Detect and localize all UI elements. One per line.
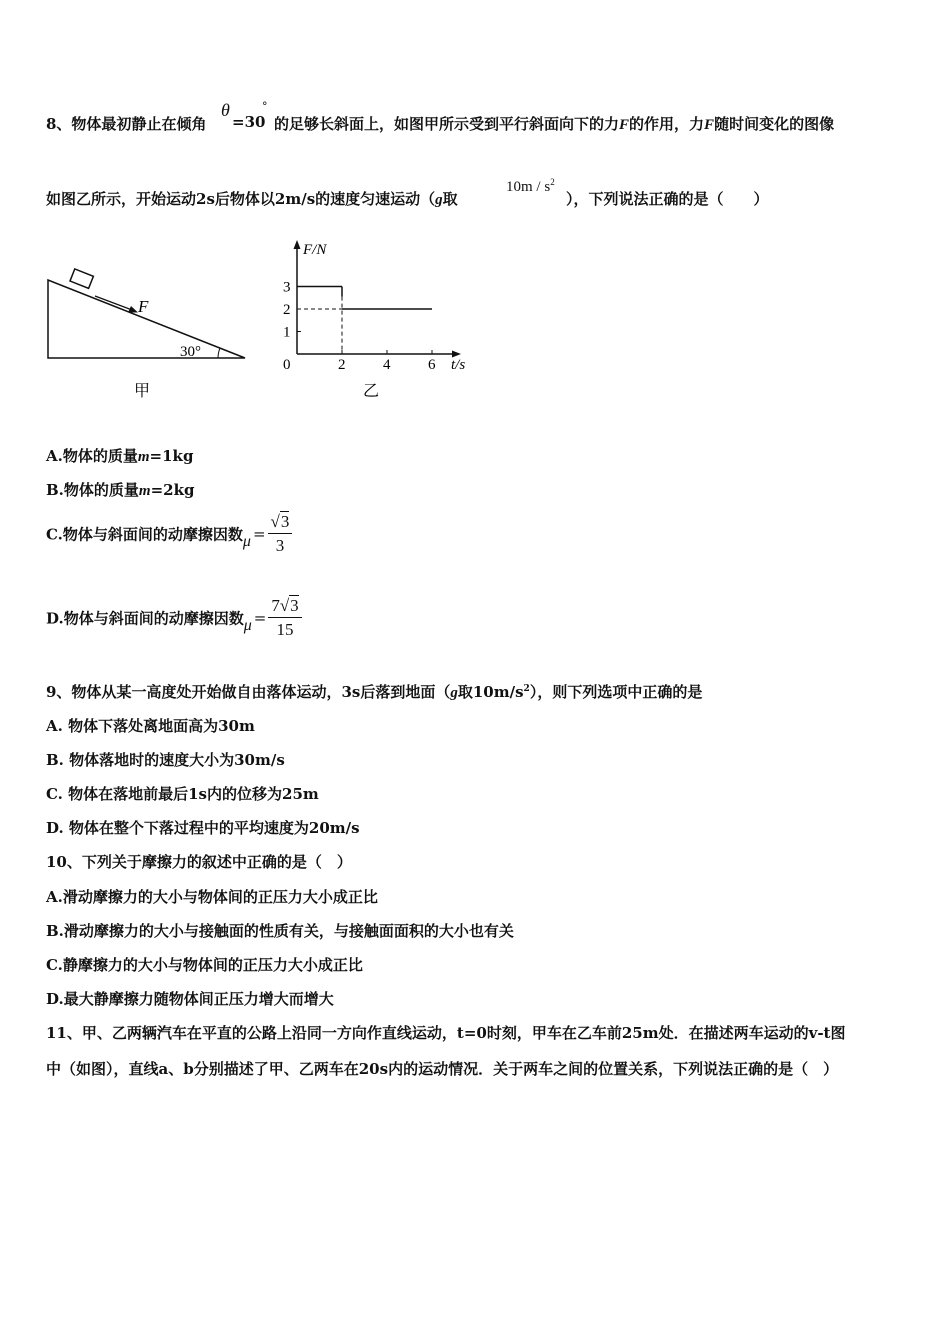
q8-g-value: $10m / s^2$ xyxy=(506,177,555,195)
q8-option-a[interactable]: A.物体的质量m=1kg xyxy=(46,447,194,465)
q9-option-b[interactable]: B. 物体落地时的速度大小为30m/s xyxy=(46,751,285,769)
q8-line1: 8、物体最初静止在倾角 xyxy=(46,115,207,133)
force-arrow xyxy=(95,296,132,310)
x-axis-label: t/s xyxy=(451,357,466,373)
figure-incline xyxy=(40,258,255,403)
q10-stem: 10、下列关于摩擦力的叙述中正确的是（ ） xyxy=(46,853,352,871)
q10-option-d[interactable]: D.最大静摩擦力随物体间正压力增大而增大 xyxy=(46,990,334,1008)
q8-eq30: =30 xyxy=(232,113,266,131)
x-tick-label: 4 xyxy=(383,357,391,373)
force-arrowhead xyxy=(128,306,138,313)
fraction-7sqrt3-over-15: $\frac{7√3}{15}$ xyxy=(268,596,301,640)
block xyxy=(70,269,93,288)
ft-graph xyxy=(275,236,480,411)
x-tick-label: 6 xyxy=(428,357,436,373)
caption-jia: 甲 xyxy=(134,383,151,400)
q8-line2: 如图乙所示，开始运动2s后物体以2m/s的速度匀速运动（g取 xyxy=(46,190,458,208)
q8-option-d[interactable]: D.物体与斜面间的动摩擦因数μ = $\frac{7√3}{15}$ xyxy=(46,596,302,640)
q8-line2-end: ），下列说法正确的是（ ） xyxy=(566,190,769,208)
q9-option-c[interactable]: C. 物体在落地前最后1s内的位移为25m xyxy=(46,785,319,803)
q10-option-a[interactable]: A.滑动摩擦力的大小与物体间的正压力大小成正比 xyxy=(46,888,378,906)
q8-deg: ° xyxy=(262,100,268,113)
q9-option-d[interactable]: D. 物体在整个下落过程中的平均速度为20m/s xyxy=(46,819,360,837)
y-axis-arrow xyxy=(294,240,301,249)
y-tick-label: 2 xyxy=(283,302,291,318)
x-tick-label: 2 xyxy=(338,357,346,373)
q10-option-c[interactable]: C.静摩擦力的大小与物体间的正压力大小成正比 xyxy=(46,956,363,974)
force-label: F xyxy=(138,297,149,316)
q8-theta: θ xyxy=(221,100,230,120)
angle-arc xyxy=(218,348,220,358)
q8-line1-rest: 的足够长斜面上，如图甲所示受到平行斜面向下的力F的作用，力F随时间变化的图像 xyxy=(274,115,835,133)
force-series-line xyxy=(297,287,432,310)
incline-triangle xyxy=(48,280,245,358)
y-axis-label: F/N xyxy=(303,242,327,258)
x-tick-label: 0 xyxy=(283,357,291,373)
q11-line1: 11、甲、乙两辆汽车在平直的公路上沿同一方向作直线运动，t=0时刻，甲车在乙车前25m处．在描述两车运动的v-t图 xyxy=(46,1024,846,1042)
q10-option-b[interactable]: B.滑动摩擦力的大小与接触面的性质有关，与接触面面积的大小也有关 xyxy=(46,922,514,940)
q8-option-c[interactable]: C.物体与斜面间的动摩擦因数μ = $\frac{√3}{3}$ xyxy=(46,512,292,556)
fraction-sqrt3-over-3: $\frac{√3}{3}$ xyxy=(268,512,293,556)
q9-option-a[interactable]: A. 物体下落处离地面高为30m xyxy=(46,717,255,735)
q11-line2: 中（如图），直线a、b分别描述了甲、乙两车在20s内的运动情况．关于两车之间的位置关系，下列说法正确的是（ ） xyxy=(46,1060,839,1078)
q8-option-b[interactable]: B.物体的质量m=2kg xyxy=(46,481,195,499)
caption-yi: 乙 xyxy=(363,383,380,400)
q9-stem: 9、物体从某一高度处开始做自由落体运动，3s后落到地面（g取$10m/s^2$），则下列选项中正确的是 xyxy=(46,683,703,701)
y-tick-label: 3 xyxy=(283,279,291,296)
angle-label: 30° xyxy=(180,344,201,360)
y-tick-label: 1 xyxy=(283,324,291,341)
